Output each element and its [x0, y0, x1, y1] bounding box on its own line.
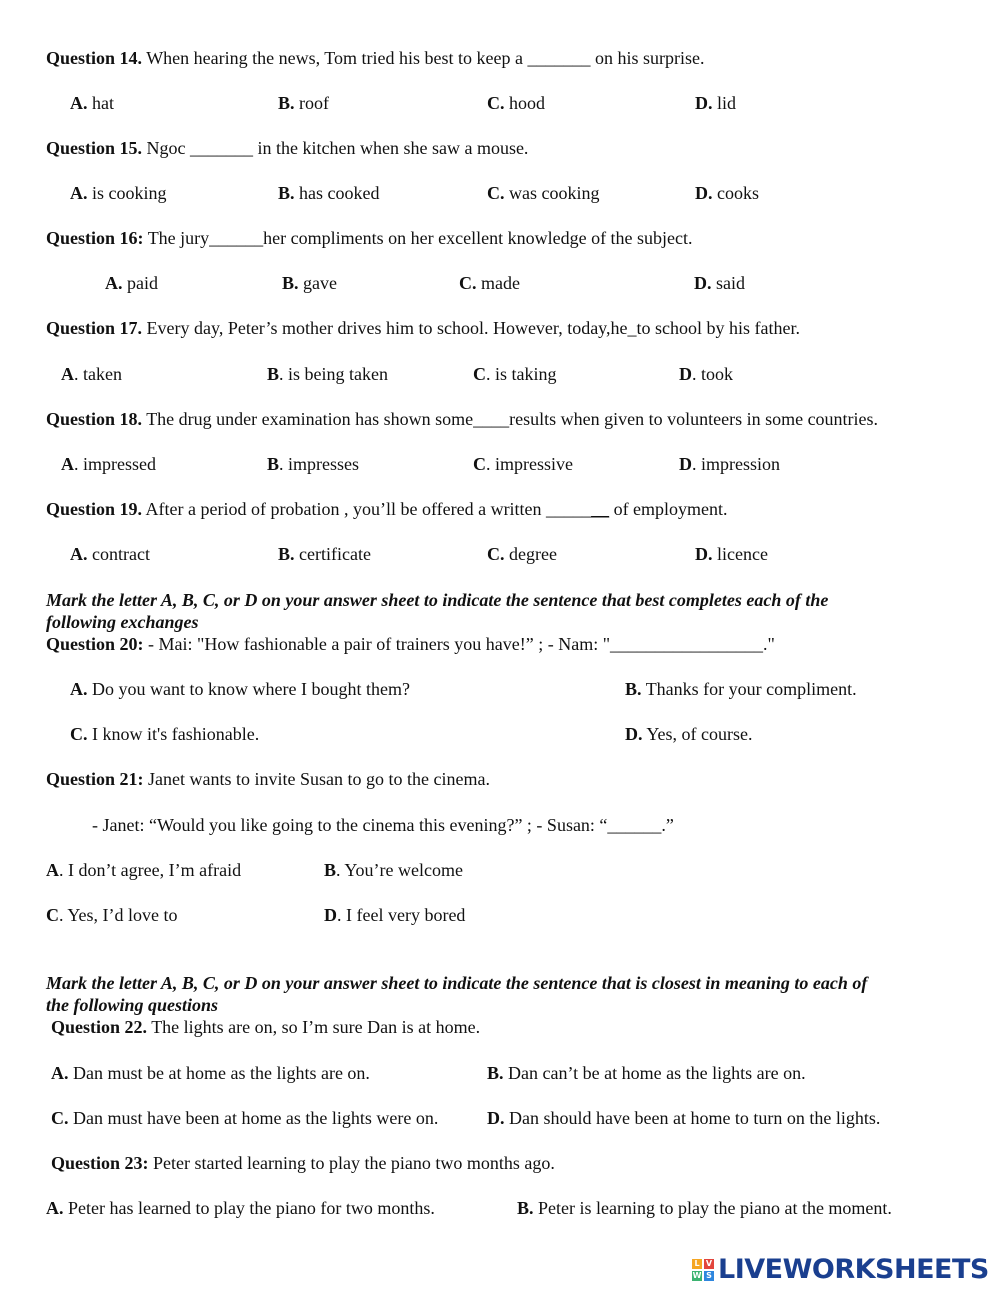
- option-c[interactable]: C. I know it's fashionable.: [70, 724, 260, 744]
- option-b[interactable]: B. gave: [282, 273, 337, 293]
- question-text: Janet wants to invite Susan to go to the cinema.: [143, 769, 490, 789]
- option-d[interactable]: D. licence: [695, 544, 768, 564]
- section-instruction: Mark the letter A, B, C, or D on your answer sheet to indicate the sentence that is closest in meaning to each of: [46, 973, 868, 993]
- option-d[interactable]: D. impression: [679, 454, 780, 474]
- question-text-end: of employment.: [609, 499, 728, 519]
- option-c[interactable]: C. was cooking: [487, 183, 600, 203]
- option-b[interactable]: B. is being taken: [267, 364, 388, 384]
- option-d[interactable]: D. said: [694, 273, 745, 293]
- option-d[interactable]: D. took: [679, 364, 734, 384]
- option-d[interactable]: D. lid: [695, 93, 737, 113]
- question-text: The lights are on, so I’m sure Dan is at home.: [147, 1017, 481, 1037]
- option-d[interactable]: D. I feel very bored: [324, 905, 466, 925]
- option-b[interactable]: B. roof: [278, 93, 330, 113]
- option-b[interactable]: B. certificate: [278, 544, 371, 564]
- option-c[interactable]: C. Yes, I’d love to: [46, 905, 178, 925]
- option-c[interactable]: C. is taking: [473, 364, 557, 384]
- question-20: [46, 633, 775, 655]
- option-a[interactable]: A. paid: [105, 273, 158, 293]
- logo-tile: L: [692, 1259, 702, 1269]
- option-d[interactable]: D. Yes, of course.: [625, 724, 753, 744]
- question-16: [46, 227, 693, 249]
- question-label: Question 15.: [46, 138, 143, 158]
- option-a[interactable]: A. is cooking: [70, 183, 167, 203]
- question-23: [51, 1152, 555, 1174]
- question-label: Question 22.: [51, 1017, 148, 1037]
- section-instruction: Mark the letter A, B, C, or D on your answer sheet to indicate the sentence that best completes each of the: [46, 590, 829, 610]
- logo-tile: W: [692, 1271, 702, 1280]
- question-text: The jury______her compliments on her excellent knowledge of the subject.: [143, 228, 693, 248]
- question-text: When hearing the news, Tom tried his best to keep a _______ on his surprise.: [142, 48, 705, 68]
- option-c[interactable]: C. degree: [487, 544, 557, 564]
- question-text: Every day, Peter’s mother drives him to school. However, today,he_to school by his father.: [142, 318, 800, 338]
- liveworksheets-logo[interactable]: [692, 1255, 989, 1285]
- option-a[interactable]: A. contract: [70, 544, 150, 564]
- option-a[interactable]: A. taken: [61, 364, 122, 384]
- logo-mark-icon: [692, 1259, 714, 1281]
- option-a[interactable]: A. Dan must be at home as the lights are on.: [51, 1063, 370, 1083]
- option-b[interactable]: B. Dan can’t be at home as the lights are on.: [487, 1063, 806, 1083]
- question-label: Question 18.: [46, 409, 143, 429]
- option-b[interactable]: B. Thanks for your compliment.: [625, 679, 857, 699]
- option-a[interactable]: A. hat: [70, 93, 114, 113]
- logo-tile: V: [705, 1259, 713, 1268]
- logo-tile: S: [704, 1271, 714, 1281]
- question-label: Question 20:: [46, 634, 144, 654]
- option-c[interactable]: C. made: [459, 273, 520, 293]
- option-b[interactable]: B. has cooked: [278, 183, 380, 203]
- option-b[interactable]: B. You’re welcome: [324, 860, 463, 880]
- question-label: Question 23:: [51, 1153, 149, 1173]
- section-instruction-cont: the following questions: [46, 995, 219, 1015]
- question-15: [46, 137, 528, 159]
- section-instruction-cont: following exchanges: [46, 612, 199, 632]
- question-19: [46, 498, 728, 520]
- question-label: Question 16:: [46, 228, 144, 248]
- question-dialogue: - Janet: “Would you like going to the cinema this evening?” ; - Susan: “______.”: [92, 815, 674, 835]
- logo-text: LIVEWORKSHEETS: [718, 1254, 989, 1285]
- question-label: Question 19.: [46, 499, 143, 519]
- option-c[interactable]: C. impressive: [473, 454, 573, 474]
- option-a[interactable]: A. Do you want to know where I bought them?: [70, 679, 410, 699]
- option-a[interactable]: A. Peter has learned to play the piano for two months.: [46, 1198, 435, 1218]
- question-text: Ngoc _______ in the kitchen when she saw a mouse.: [142, 138, 529, 158]
- question-label: Question 17.: [46, 318, 143, 338]
- question-17: [46, 317, 800, 339]
- option-b[interactable]: B. Peter is learning to play the piano at the moment.: [517, 1198, 892, 1218]
- option-c[interactable]: C. hood: [487, 93, 545, 113]
- option-d[interactable]: D. Dan should have been at home to turn on the lights.: [487, 1108, 881, 1128]
- question-22: [51, 1016, 480, 1038]
- option-a[interactable]: A. I don’t agree, I’m afraid: [46, 860, 242, 880]
- question-label: Question 21:: [46, 769, 144, 789]
- option-b[interactable]: B. impresses: [267, 454, 360, 474]
- option-d[interactable]: D. cooks: [695, 183, 759, 203]
- question-18: [46, 408, 878, 430]
- question-text: - Mai: "How fashionable a pair of trainers you have!” ; - Nam: "_________________.": [143, 634, 775, 654]
- question-14: [46, 47, 705, 69]
- question-21: [46, 768, 490, 790]
- blank-underline: __: [591, 499, 610, 519]
- question-label: Question 14.: [46, 48, 143, 68]
- question-text: The drug under examination has shown some____results when given to volunteers in some countries.: [142, 409, 879, 429]
- question-text: After a period of probation , you’ll be offered a written _____: [142, 499, 592, 519]
- question-text: Peter started learning to play the piano two months ago.: [148, 1153, 555, 1173]
- option-c[interactable]: C. Dan must have been at home as the lights were on.: [51, 1108, 439, 1128]
- option-a[interactable]: A. impressed: [61, 454, 156, 474]
